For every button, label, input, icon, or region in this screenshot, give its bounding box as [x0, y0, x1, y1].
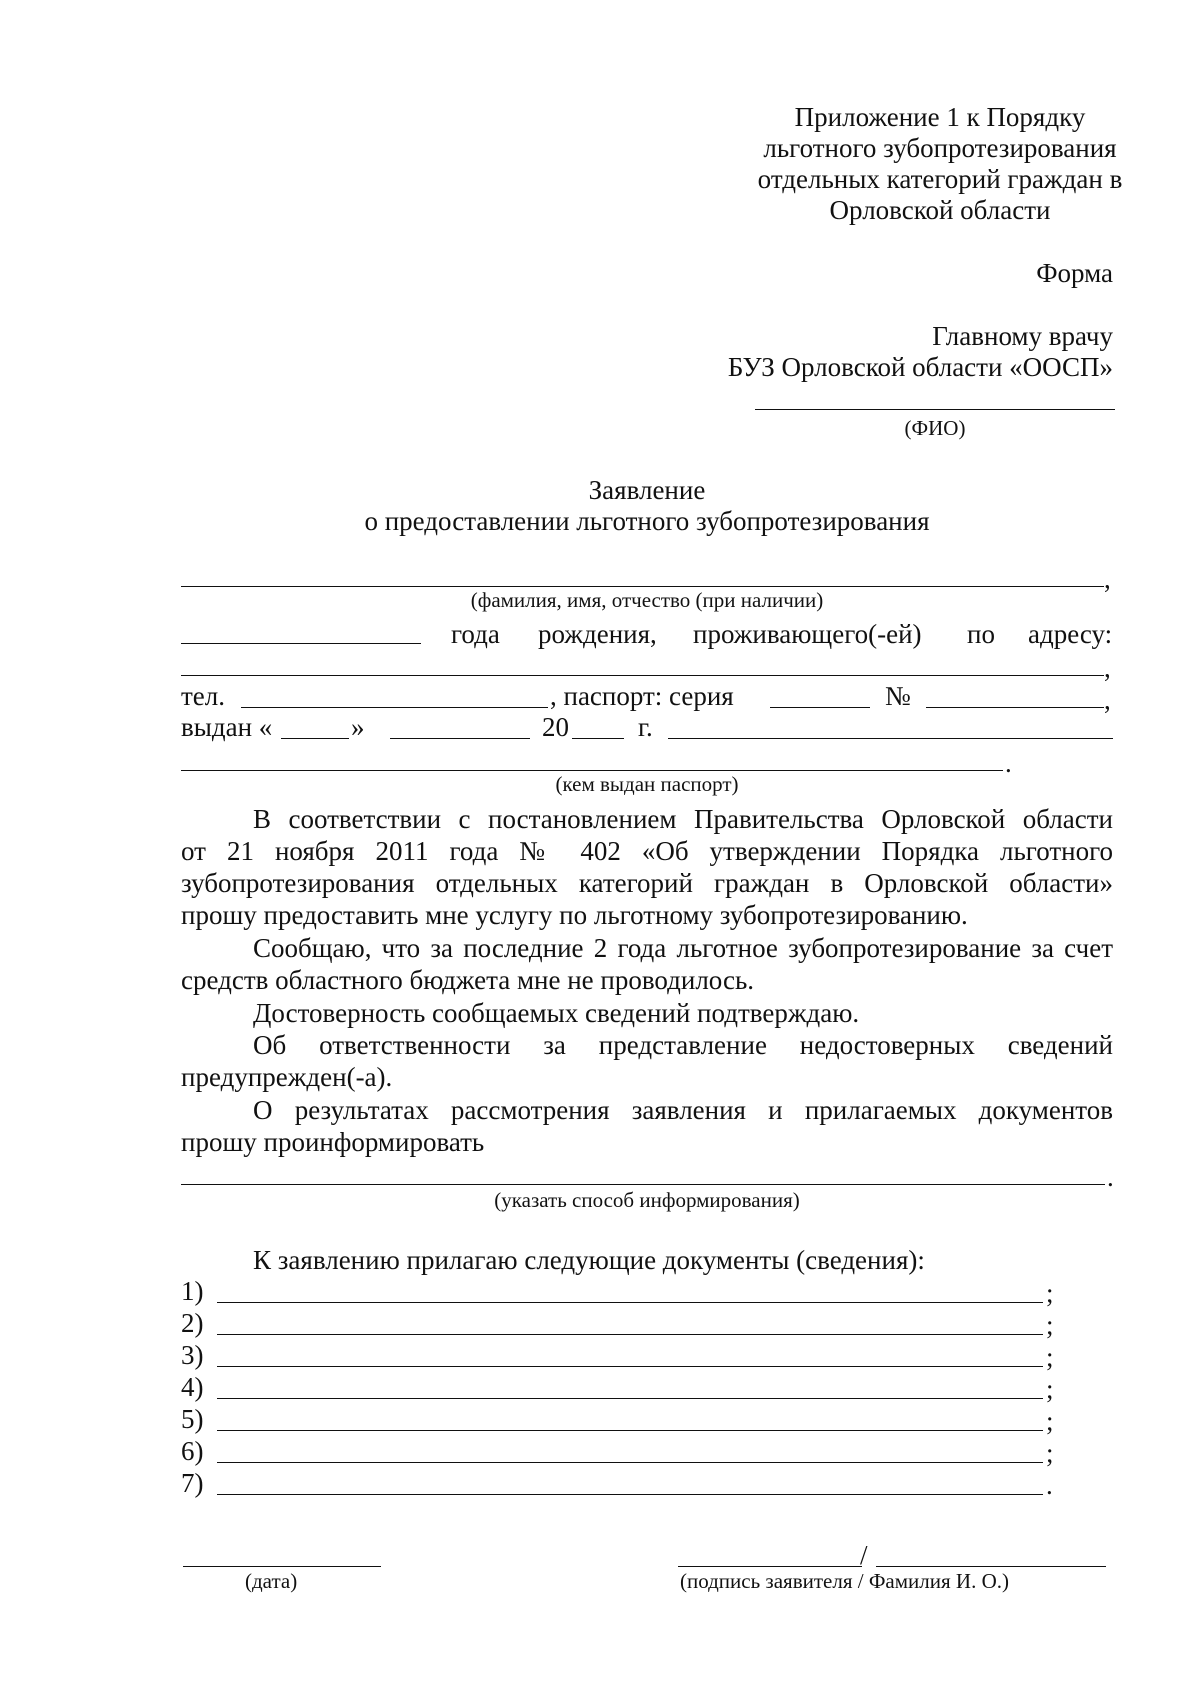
issued-day-field-line[interactable] [281, 738, 349, 739]
attachments-heading: К заявлению прилагаю следующие документы (сведения): [253, 1245, 925, 1275]
signature-slash: / [860, 1540, 868, 1570]
inform-end: . [1107, 1162, 1114, 1192]
inform-caption: (указать способ информирования) [494, 1188, 800, 1212]
attachment-end: . [1046, 1470, 1053, 1500]
issued-year-field-line[interactable] [572, 738, 624, 739]
attachment-field-line[interactable] [217, 1430, 1043, 1431]
issued-by-field-line-2[interactable] [181, 770, 1003, 771]
form-label: Форма [1036, 258, 1113, 288]
attachment-end: ; [1046, 1278, 1054, 1308]
passport-number-end: , [1104, 685, 1111, 715]
document-subtitle: о предоставлении льготного зубопротезирования [364, 506, 930, 536]
attachment-number: 7) [181, 1468, 204, 1498]
attachment-number: 6) [181, 1436, 204, 1466]
attachment-number: 1) [181, 1276, 204, 1306]
issued-year-prefix: 20 [542, 712, 569, 742]
address-end: , [1104, 653, 1111, 683]
surname-initials-field-line[interactable] [876, 1566, 1106, 1567]
birth-word: года [451, 619, 500, 649]
birth-word: адресу: [1028, 619, 1113, 649]
fullname-field-line[interactable] [181, 586, 1104, 587]
addressee-line: БУЗ Орловской области «ООСП» [727, 352, 1113, 382]
attachment-field-line[interactable] [217, 1462, 1043, 1463]
passport-number-field-line[interactable] [926, 707, 1104, 708]
paragraph-line: В соответствии с постановлением Правительства Орловской области [253, 804, 1113, 834]
date-field-line[interactable] [183, 1566, 381, 1567]
addressee-line: Главному врачу [932, 321, 1113, 351]
date-caption: (дата) [245, 1569, 298, 1593]
attachment-field-line[interactable] [217, 1398, 1043, 1399]
paragraph-line: зубопротезирования отдельных категорий граждан в Орловской области» [181, 868, 1113, 898]
attachment-end: ; [1046, 1310, 1054, 1340]
attachment-number: 4) [181, 1372, 204, 1402]
passport-series-field-line[interactable] [770, 707, 870, 708]
signature-caption: (подпись заявителя / Фамилия И. О.) [680, 1569, 1009, 1593]
document-title: Заявление [588, 475, 706, 505]
fio-field-line[interactable] [755, 409, 1115, 410]
attachment-field-line[interactable] [217, 1494, 1043, 1495]
attachment-end: ; [1046, 1342, 1054, 1372]
fullname-caption: (фамилия, имя, отчество (при наличии) [470, 588, 824, 612]
paragraph-line: Сообщаю, что за последние 2 года льготное зубопротезирование за счет [253, 933, 1113, 963]
issued-label: выдан « [181, 712, 273, 742]
fio-caption: (ФИО) [904, 416, 966, 440]
paragraph-line: предупрежден(-а). [181, 1062, 393, 1092]
attachment-end: ; [1046, 1406, 1054, 1436]
passport-number-label: № [885, 681, 911, 711]
birth-word: рождения, [538, 619, 657, 649]
birth-year-field-line[interactable] [181, 643, 421, 644]
attachment-number: 3) [181, 1340, 204, 1370]
birth-word: по [967, 619, 995, 649]
issued-by-caption: (кем выдан паспорт) [555, 772, 739, 796]
attachment-number: 5) [181, 1404, 204, 1434]
phone-field-line[interactable] [241, 707, 548, 708]
paragraph-line: Об ответственности за представление недостоверных сведений [253, 1030, 1113, 1060]
attachment-number: 2) [181, 1308, 204, 1338]
inform-method-field-line[interactable] [181, 1184, 1105, 1185]
issued-month-field-line[interactable] [390, 738, 530, 739]
paragraph-line: прошу проинформировать [181, 1127, 485, 1157]
paragraph-confirm: Достоверность сообщаемых сведений подтверждаю. [253, 998, 860, 1028]
issued-quote-close: » [351, 712, 365, 742]
appendix-line: Орловской области [829, 195, 1051, 225]
signature-field-line[interactable] [678, 1566, 862, 1567]
appendix-line: отдельных категорий граждан в [757, 164, 1123, 194]
attachment-field-line[interactable] [217, 1302, 1043, 1303]
phone-label: тел. [181, 681, 226, 711]
birth-word: проживающего(-ей) [693, 619, 922, 649]
attachment-end: ; [1046, 1374, 1054, 1404]
appendix-line: льготного зубопротезирования [763, 133, 1117, 163]
issued-year-suffix: г. [638, 712, 653, 742]
paragraph-line: от 21 ноября 2011 года № 402 «Об утверждении Порядка льготного [181, 836, 1113, 866]
address-field-line[interactable] [181, 675, 1104, 676]
paragraph-line: прошу предоставить мне услугу по льготному зубопротезированию. [181, 900, 968, 930]
paragraph-line: О результатах рассмотрения заявления и прилагаемых документов [253, 1095, 1113, 1125]
issued-by-end: . [1005, 748, 1012, 778]
attachment-field-line[interactable] [217, 1366, 1043, 1367]
attachment-field-line[interactable] [217, 1334, 1043, 1335]
fullname-end: , [1104, 564, 1111, 594]
issued-by-field-line[interactable] [668, 738, 1113, 739]
paragraph-line: средств областного бюджета мне не проводилось. [181, 965, 755, 995]
appendix-line: Приложение 1 к Порядку [794, 102, 1086, 132]
passport-series-label: , паспорт: серия [550, 681, 734, 711]
attachment-end: ; [1046, 1438, 1054, 1468]
